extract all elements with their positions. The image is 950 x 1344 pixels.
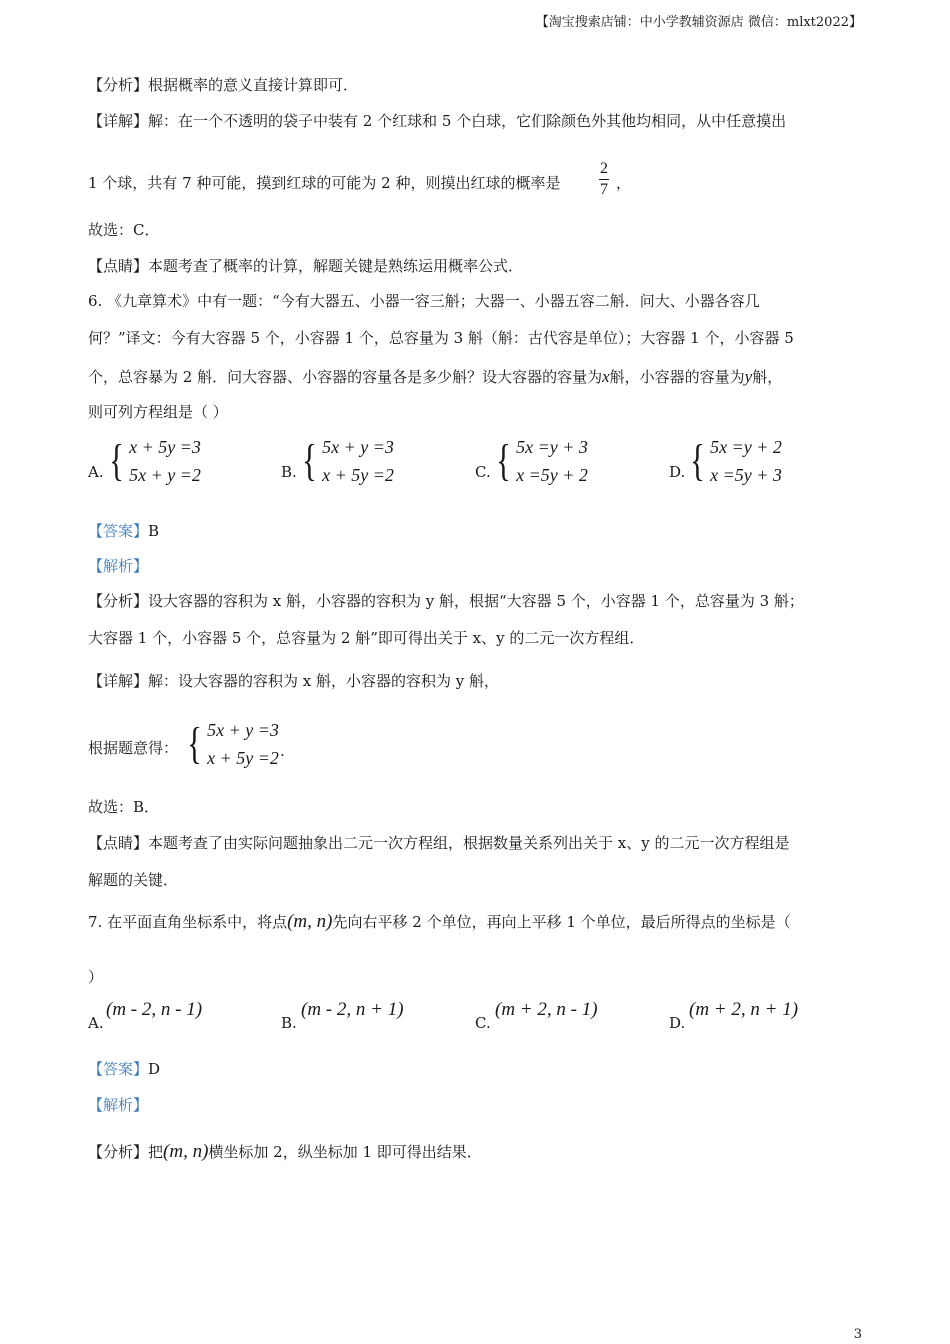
q7-explain-tag: 【解析】 [88, 1096, 149, 1114]
q7-stem-line1-a: 7. 在平面直角坐标系中，将点 [88, 913, 288, 931]
q6-option-b-eq2: x + 5y =2 [322, 465, 394, 485]
q6-option-a-eq1: x + 5y =3 [129, 437, 201, 457]
q6-option-d-label: D. [669, 463, 686, 481]
q7-analysis [88, 1142, 482, 1161]
q7-option-b-label: B. [281, 1014, 297, 1032]
q6-stem-line1: 6. 《九章算术》中有一题：“今有大器五、小器一容三斛；大器一、小器五容二斛．问大、小器各容几 [88, 292, 760, 310]
q7-option-a-label: A. [88, 1014, 104, 1032]
fraction-numerator: 2 [600, 160, 608, 177]
q7-option-b-value: (m - 2, n + 1) [301, 999, 404, 1020]
q6-choose: 故选：B． [88, 798, 160, 816]
q7-option-d-value: (m + 2, n + 1) [689, 999, 799, 1020]
left-brace: { [496, 436, 511, 485]
q6-analysis-line1: 【分析】设大容器的容积为 x 斛，小容器的容积为 y 斛，根据“大容器 5 个，小容器 1 个，总容量为 3 斛； [88, 592, 804, 610]
q6-option-a-eq2: 5x + y =2 [129, 465, 201, 485]
q6-detail-end: . [280, 742, 285, 760]
q6-stem-line3-b: 斛，小容器的容量为 [609, 368, 745, 386]
answer-tag: 【答案】 [88, 1060, 149, 1078]
q6-comment-line1: 【点睛】本题考查了由实际问题抽象出二元一次方程组，根据数量关系列出关于 x、y 的二元一次方程组是 [88, 834, 790, 852]
q6-stem-line3-c: 斛， [752, 368, 783, 386]
q5-choose: 故选：C． [88, 221, 160, 239]
q6-detail-line2: 根据题意得： [88, 739, 179, 757]
left-brace: { [690, 436, 705, 485]
q7-option-a-value: (m - 2, n - 1) [106, 999, 203, 1020]
q7-option-c-value: (m + 2, n - 1) [495, 999, 598, 1020]
variable-x: x [602, 367, 610, 386]
q6-option-a-system [106, 433, 201, 489]
page-number: 3 [853, 1327, 862, 1342]
q6-option-d-eq1: 5x =y + 2 [710, 437, 782, 457]
q7-analysis-point: (m, n) [163, 1141, 209, 1162]
q6-detail-eq1: 5x + y =3 [207, 720, 279, 740]
q6-option-a-label: A. [88, 463, 104, 481]
q7-point: (m, n) [287, 911, 333, 932]
q6-stem-line2: 何？”译文：今有大容器 5 个，小容器 1 个，总容量为 3 斛（斛：古代容是单位）；大容器 1 个，小容器 5 [88, 329, 794, 347]
q6-comment-line2: 解题的关键． [88, 871, 179, 889]
q5-detail-line1: 【详解】解：在一个不透明的袋子中装有 2 个红球和 5 个白球，它们除颜色外其他均相同，从中任意摸出 [88, 112, 787, 130]
q6-option-b-system [299, 433, 394, 489]
q6-stem-line4: 则可列方程组是（ ） [88, 403, 228, 421]
q5-comment: 【点睛】本题考查了概率的计算，解题关键是熟练运用概率公式． [88, 257, 524, 275]
q6-option-c-label: C. [475, 463, 491, 481]
q7-analysis-a: 【分析】把 [88, 1143, 164, 1161]
q6-option-b-label: B. [281, 463, 297, 481]
q6-explain-tag: 【解析】 [88, 557, 149, 575]
q7-answer-value: D [148, 1060, 161, 1078]
probability-fraction [599, 160, 609, 199]
q6-analysis-line2: 大容器 1 个，小容器 5 个，总容量为 2 斛”即可得出关于 x、y 的二元一次方程组． [88, 629, 645, 647]
page-header: 【淘宝搜索店铺：中小学教辅资源店 微信：mlxt2022】 [535, 15, 862, 30]
q7-stem-line1 [88, 912, 791, 931]
q5-detail-line2-end: ， [616, 174, 632, 192]
fraction-bar [599, 179, 609, 180]
q6-detail-line1: 【详解】解：设大容器的容积为 x 斛，小容器的容积为 y 斛， [88, 672, 500, 690]
left-brace: { [109, 436, 124, 485]
fraction-denominator: 7 [600, 181, 608, 198]
q7-analysis-b: 横坐标加 2，纵坐标加 1 即可得出结果． [208, 1143, 482, 1161]
q6-option-d-system [687, 433, 782, 489]
answer-tag: 【答案】 [88, 522, 149, 540]
q6-option-b-eq1: 5x + y =3 [322, 437, 394, 457]
left-brace: { [302, 436, 317, 485]
q7-option-d-label: D. [669, 1014, 686, 1032]
left-brace: { [187, 719, 202, 768]
q6-option-c-eq1: 5x =y + 3 [516, 437, 588, 457]
q6-option-c-eq2: x =5y + 2 [516, 465, 588, 485]
q6-answer-value: B [148, 522, 160, 540]
q7-stem-line2: ） [88, 968, 104, 986]
variable-y: y [744, 367, 753, 386]
q6-stem-line3 [88, 368, 782, 385]
q6-detail-system [184, 716, 279, 772]
q7-option-c-label: C. [475, 1014, 491, 1032]
q5-detail-line2: 1 个球，共有 7 种可能，摸到红球的可能为 2 种，则摸出红球的概率是 [88, 174, 561, 192]
q6-stem-line3-a: 个，总容暴为 2 斛．问大容器、小容器的容量各是多少斛？设大容器的容量为 [88, 368, 603, 386]
q6-option-d-eq2: x =5y + 3 [710, 465, 782, 485]
q6-detail-eq2: x + 5y =2 [207, 748, 279, 768]
q5-analysis: 【分析】根据概率的意义直接计算即可． [88, 76, 359, 94]
q7-answer [88, 1062, 160, 1077]
q6-option-c-system [493, 433, 588, 489]
q6-answer [88, 524, 159, 539]
q7-stem-line1-b: 先向右平移 2 个单位，再向上平移 1 个单位，最后所得点的坐标是（ [332, 913, 791, 931]
